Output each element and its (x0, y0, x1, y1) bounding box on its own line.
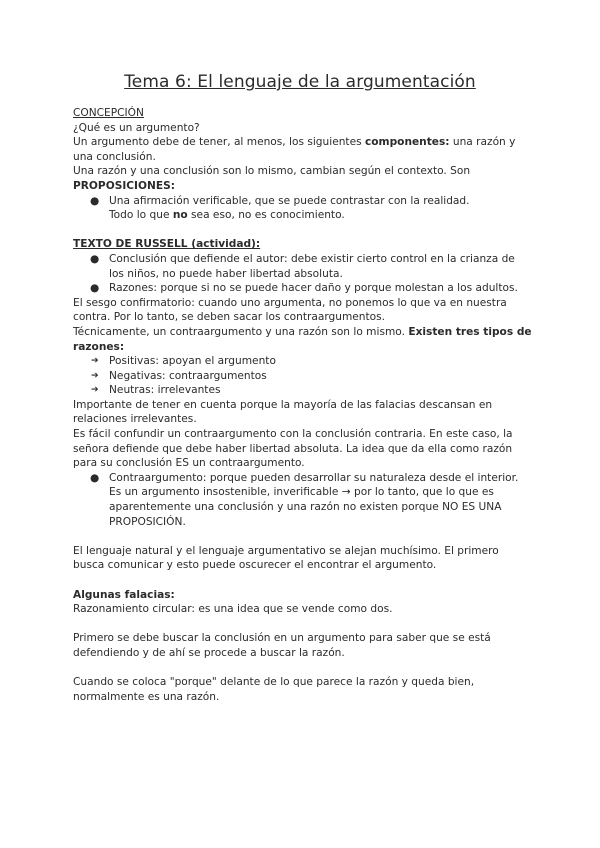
arrow-list-item (73, 369, 533, 384)
definition-text-end: una razón y una conclusión. (73, 136, 516, 163)
list-item-text-part: sea eso, no es conocimiento. (187, 209, 345, 222)
list-item (73, 194, 533, 223)
circular-paragraph: Razonamiento circular: es una idea que se vende como dos. (73, 603, 393, 616)
proposiciones-paragraph (73, 164, 533, 193)
proposiciones-text: Una razón y una conclusión son lo mismo, cambian según el contexto. Son (73, 165, 471, 178)
spacer (73, 223, 533, 238)
page-title: Tema 6: El lenguaje de la argumentación (124, 72, 476, 92)
spacer (73, 617, 533, 632)
bullet-icon: ● (90, 471, 100, 484)
list-item-text: Conclusión que defiende el autor: debe existir cierto control en la crianza de los niños, no puede haber libertad absoluta. (109, 252, 515, 280)
section-heading-falacias: Algunas falacias: (73, 588, 175, 601)
list-item-text (109, 208, 533, 223)
list-item-text: Contraargumento: porque pueden desarrollar su naturaleza desde el interior. (109, 471, 519, 484)
arrow-list-item (73, 383, 533, 398)
sesgo-paragraph: El sesgo confirmatorio: cuando uno argumenta, no ponemos lo que va en nuestra contra. Por lo tanto, se deben sacar los contraargumentos. (73, 296, 507, 324)
tecnicamente-bold: Existen tres tipos de razones: (73, 325, 532, 353)
tecnicamente-paragraph (73, 325, 533, 354)
arrow-icon: ➔ (91, 385, 99, 396)
proposiciones-bold: PROPOSICIONES: (73, 179, 175, 192)
lenguaje-natural-paragraph: El lenguaje natural y el lenguaje argumentativo se alejan muchísimo. El primero busca comunicar y esto puede oscurecer el encontrar el argumento. (73, 544, 499, 572)
definition-paragraph (73, 135, 533, 164)
importante-paragraph: Importante de tener en cuenta porque la mayoría de las falacias descansan en relaciones irrelevantes. (73, 398, 493, 426)
list-item-text: Razones: porque si no se puede hacer daño y porque molestan a los adultos. (109, 282, 518, 295)
bullet-icon: ● (90, 194, 100, 207)
bullet-icon: ● (90, 252, 100, 265)
list-item (73, 471, 533, 529)
facil-paragraph: Es fácil confundir un contraargumento con la conclusión contraria. En este caso, la señora defiende que debe haber libertad absoluta. La idea que da ella como razón para su conclusión ES un contraargumento. (73, 428, 513, 470)
definition-bold: componentes: (364, 136, 450, 149)
document-body (73, 106, 533, 704)
spacer (73, 573, 533, 588)
list-item-bold: no (172, 209, 188, 222)
list-item-text: Una afirmación verificable, que se puede contrastar con la realidad. (109, 194, 470, 207)
primero-paragraph: Primero se debe buscar la conclusión en un argumento para saber que se está defendiendo y de ahí se procede a buscar la razón. (73, 632, 491, 659)
arrow-icon: ➔ (91, 356, 99, 367)
spacer (73, 661, 533, 676)
porque-paragraph: Cuando se coloca "porque" delante de lo que parece la razón y queda bien, normalmente es una razón. (73, 676, 475, 703)
spacer (73, 529, 533, 544)
arrow-list-text: Positivas: apoyan el argumento (109, 355, 276, 368)
section-heading-concepcion: CONCEPCIÓN (73, 107, 144, 119)
list-item-continuation: Es un argumento insostenible, inverificable → por lo tanto, que lo que es aparentemente una conclusión y una razón no existen porque NO ES UNA PROPOSICIÓN. (109, 486, 502, 528)
arrow-icon: ➔ (91, 370, 99, 381)
list-item-text-part: Todo lo que (109, 209, 173, 222)
list-item (73, 252, 533, 281)
question-line: ¿Qué es un argumento? (73, 121, 200, 134)
definition-text: Un argumento debe de tener, al menos, los siguientes (73, 136, 365, 149)
list-item (73, 281, 533, 296)
arrow-list-text: Neutras: irrelevantes (109, 384, 221, 397)
section-heading-russell: TEXTO DE RUSSELL (actividad): (73, 238, 261, 251)
arrow-list-text: Negativas: contraargumentos (109, 369, 267, 382)
bullet-icon: ● (90, 282, 100, 295)
arrow-list-item (73, 354, 533, 369)
tecnicamente-text: Técnicamente, un contraargumento y una razón son lo mismo. (73, 325, 409, 338)
